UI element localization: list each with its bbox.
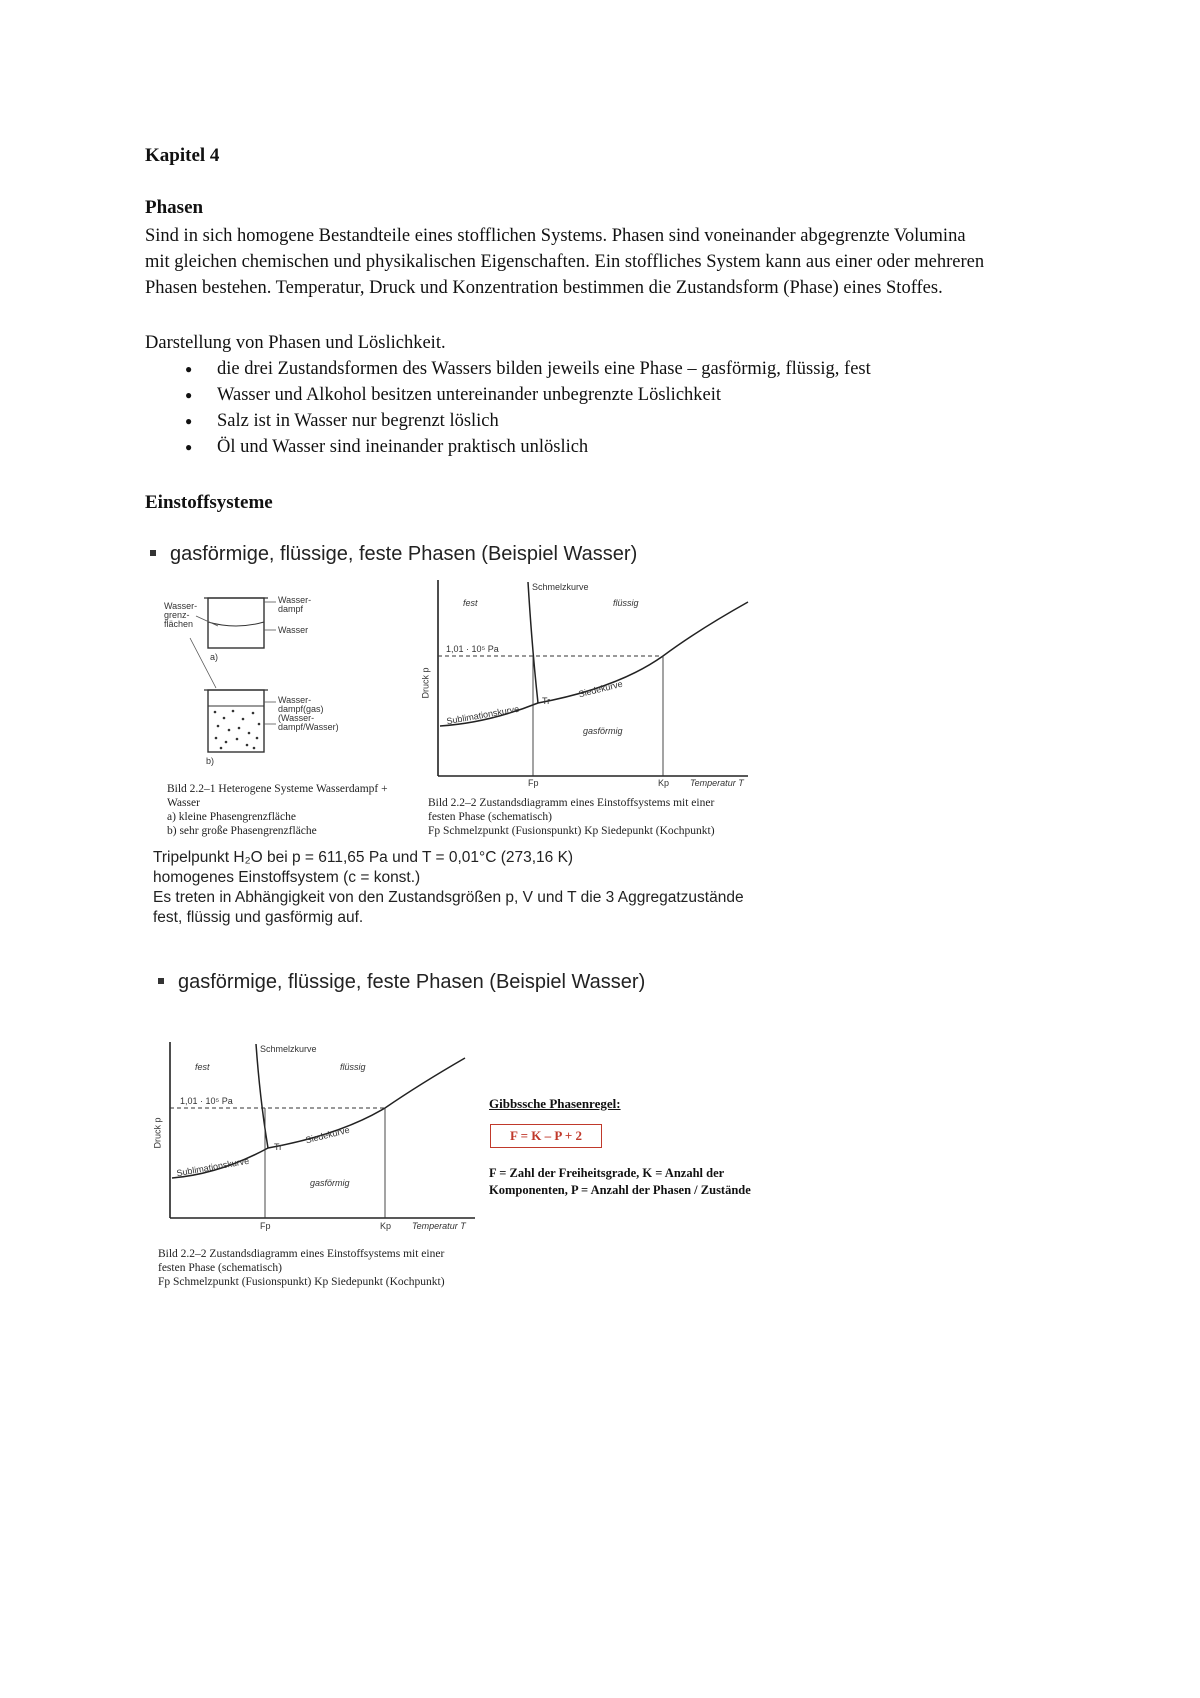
slide1-bullet-text: gasförmige, flüssige, feste Phasen (Beispiel Wasser) (170, 543, 638, 565)
caption-line: Fp Schmelzpunkt (Fusionspunkt) Kp Siedepunkt (Kochpunkt) (428, 825, 715, 837)
label-siedekurve: Siedekurve (577, 678, 624, 700)
phase-diagram-2 (150, 1040, 480, 1245)
diagram1-caption (428, 796, 758, 838)
paragraph-line: Sind in sich homogene Bestandteile eines stofflichen Systems. Phasen sind voneinander abgegrenzte Volumina (145, 226, 966, 246)
label-pressure: 1,01 · 10⁵ Pa (446, 644, 499, 654)
caption-line: Bild 2.2–2 Zustandsdiagramm eines Einstoffsystems mit einer (158, 1248, 445, 1260)
label-fluessig: flüssig (613, 598, 639, 608)
label-line: Wasser- (164, 601, 198, 611)
label-siedekurve: Siedekurve (304, 1124, 351, 1146)
beaker-caption (167, 782, 427, 838)
slide1-bullet (150, 543, 637, 566)
label-mix (278, 696, 339, 732)
caption-line: Fp Schmelzpunkt (Fusionspunkt) Kp Siedepunkt (Kochpunkt) (158, 1276, 445, 1288)
caption-line: festen Phase (schematisch) (158, 1262, 282, 1274)
slide2-bullet-text: gasförmige, flüssige, feste Phasen (Beispiel Wasser) (178, 971, 646, 993)
label-line: dampf(gas) (278, 704, 324, 714)
diagram2-caption (158, 1247, 478, 1289)
label-line: (Wasser- (278, 713, 315, 723)
phase-diagram-1 (418, 578, 758, 788)
note-line: fest, flüssig und gasförmig auf. (153, 909, 364, 926)
chapter-title: Kapitel 4 (145, 145, 220, 166)
label-wasser: Wasser (278, 625, 309, 635)
gibbs-description (489, 1165, 789, 1199)
label-xaxis: Temperatur T (690, 778, 744, 788)
label-xaxis: Temperatur T (412, 1221, 466, 1231)
label-kp: Kp (380, 1221, 392, 1231)
label-yaxis: Druck p (420, 667, 431, 699)
label-fluessig: flüssig (340, 1062, 366, 1072)
gibbs-formula: F = K – P + 2 (490, 1124, 602, 1148)
slide1-notes (153, 848, 793, 928)
label-line: dampf/Wasser) (278, 722, 339, 732)
loeslichkeit-list (145, 356, 1045, 460)
caption-line: Wasser (167, 797, 200, 809)
note-line: homogenes Einstoffsystem (c = konst.) (153, 869, 421, 886)
note-line: Tripelpunkt H₂O bei p = 611,65 Pa und T = 0,01°C (273,16 K) (153, 849, 574, 866)
label-kp: Kp (658, 778, 670, 788)
caption-line: Bild 2.2–2 Zustandsdiagramm eines Einstoffsystems mit einer (428, 797, 715, 809)
label-sublimationskurve: Sublimationskurve (445, 703, 520, 727)
caption-line: b) sehr große Phasengrenzfläche (167, 825, 317, 837)
label-fest: fest (195, 1062, 210, 1072)
label-sublimationskurve: Sublimationskurve (175, 1155, 250, 1179)
desc-line: F = Zahl der Freiheitsgrade, K = Anzahl der (489, 1166, 725, 1180)
note-line: Es treten in Abhängigkeit von den Zustandsgrößen p, V und T die 3 Aggregatzustände (153, 889, 744, 906)
square-bullet-icon (158, 978, 164, 984)
label-fp: Fp (260, 1221, 271, 1231)
list-item: ● die drei Zustandsformen des Wassers bilden jeweils eine Phase – gasförmig, flüssig, fest (145, 356, 1045, 382)
list-item: ● Wasser und Alkohol besitzen untereinander unbegrenzte Löslichkeit (145, 382, 1045, 408)
label-a: a) (210, 652, 219, 662)
label-tr: Tr (542, 696, 551, 706)
loeslichkeit-intro: Darstellung von Phasen und Löslichkeit. (145, 333, 446, 353)
desc-line: Komponenten, P = Anzahl der Phasen / Zustände (489, 1183, 751, 1197)
phase-diagram-svg (418, 578, 758, 788)
caption-line: Bild 2.2–1 Heterogene Systeme Wasserdampf + (167, 783, 388, 795)
section-heading-phasen: Phasen (145, 197, 204, 218)
label-fest: fest (463, 598, 478, 608)
gibbs-title: Gibbssche Phasenregel: (489, 1096, 621, 1111)
beaker-figure (160, 578, 420, 778)
label-line: Wasser- (278, 695, 312, 705)
label-line: Wasser- (278, 595, 312, 605)
paragraph-line: Phasen bestehen. Temperatur, Druck und Konzentration bestimmen die Zustandsform (Phase) eines Stoffes. (145, 278, 943, 298)
label-yaxis: Druck p (152, 1117, 163, 1149)
label-gasfoermig: gasförmig (310, 1178, 350, 1188)
label-b: b) (206, 756, 215, 766)
label-pressure: 1,01 · 10⁵ Pa (180, 1096, 233, 1106)
label-line: flächen (164, 619, 194, 629)
list-item: ● Öl und Wasser sind ineinander praktisch unlöslich (145, 434, 1045, 460)
label-gasfoermig: gasförmig (583, 726, 623, 736)
label-line: grenz- (164, 610, 190, 620)
label-line: dampf (278, 604, 304, 614)
list-item: ● Salz ist in Wasser nur begrenzt löslich (145, 408, 1045, 434)
label-schmelzkurve: Schmelzkurve (260, 1044, 317, 1054)
phasen-paragraph (145, 223, 1085, 301)
label-fp: Fp (528, 778, 539, 788)
label-schmelzkurve: Schmelzkurve (532, 582, 589, 592)
caption-line: a) kleine Phasengrenzfläche (167, 811, 296, 823)
label-grenzflaechen (164, 602, 197, 629)
square-bullet-icon (150, 550, 156, 556)
caption-line: festen Phase (schematisch) (428, 811, 552, 823)
slide2-bullet (158, 971, 645, 994)
label-dampf (278, 596, 311, 614)
section-heading-einstoff: Einstoffsysteme (145, 492, 273, 513)
label-tr: Tr (274, 1142, 283, 1152)
paragraph-line: mit gleichen chemischen und physikalischen Eigenschaften. Ein stoffliches System kann aus einer oder mehreren (145, 252, 985, 272)
